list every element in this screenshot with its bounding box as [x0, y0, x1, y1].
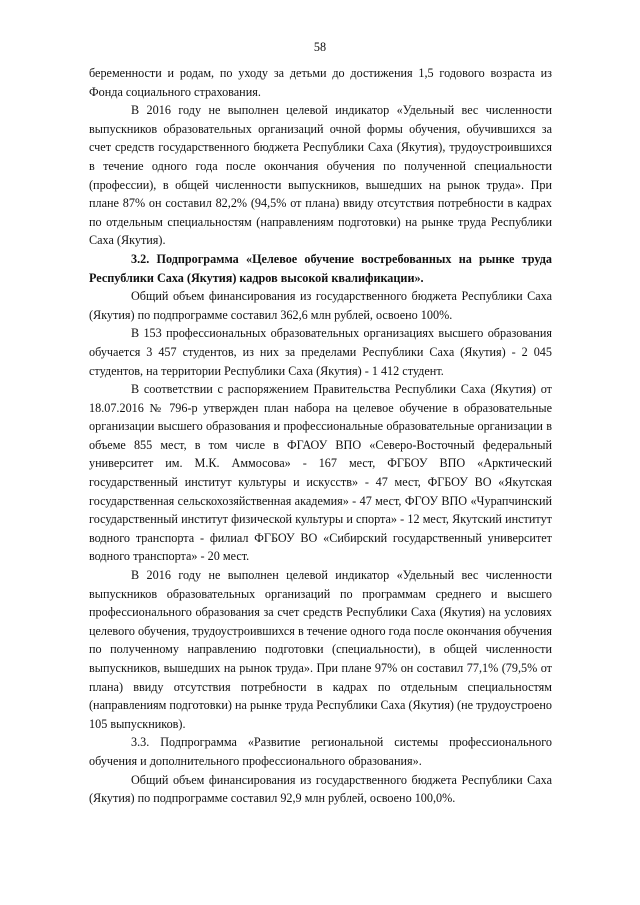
- subprogram-heading-3-3: 3.3. Подпрограмма «Развитие региональной системы профессионального обучения и дополнительного профессионального образования».: [89, 735, 552, 768]
- paragraph-admission-plan: В соответствии с распоряжением Правительства Республики Саха (Якутия) от 18.07.2016 № 796-р утвержден план набора на целевое обучение в образовательные организации высшего образования и профессиональные образовательные организации в объеме 855 мест, в том числе в ФГАОУ ВПО «Северо-Восточный федеральный университет им. М.К. Аммосова» - 167 мест, ФГБОУ ВПО «Арктический государственный институт культуры и искусств» - 47 мест, ФГБОУ ВО «Якутская государственная сельскохозяйственная академия» - 47 мест, ФГОУ ВПО «Чурапчинский государственный институт физической культуры и спорта» - 12 мест, Якутский институт водного транспорта - филиал ФГБОУ ВО «Сибирский государственный университет водного транспорта» - 20 мест.: [89, 382, 552, 564]
- paragraph-continuation-maternity-leave: беременности и родам, по уходу за детьми до достижения 1,5 годового возраста из Фонда социального страхования.: [89, 66, 552, 99]
- paragraph-funding-3-2: Общий объем финансирования из государственного бюджета Республики Саха (Якутия) по подпрограмме составил 362,6 млн рублей, освоено 100%.: [89, 289, 552, 322]
- page-number: 58: [313, 40, 327, 54]
- paragraph-indicator-2016-targeted-training: В 2016 году не выполнен целевой индикатор «Удельный вес численности выпускников образовательных организаций по программам среднего и высшего профессионального образования за счет средств Республики Саха (Якутия) на условиях целевого обучения, трудоустроившихся в течение одного года после окончания обучения по полученному направлению подготовки (специальности), в общей численности выпускников, вышедших на рынок труда». При плане 97% он составил 77,1% (79,5% от плана) ввиду отсутствия потребности в кадрах по отдельным специальностям (направлениям подготовки) на рынке труда Республики Саха (Якутия) (не трудоустроено 105 выпускников).: [89, 568, 552, 731]
- paragraph-funding-3-3: Общий объем финансирования из государственного бюджета Республики Саха (Якутия) по подпрограмме составил 92,9 млн рублей, освоено 100,0%.: [89, 772, 552, 806]
- subprogram-heading-3-2: 3.2. Подпрограмма «Целевое обучение востребованных на рынке труда Республики Саха (Якутия) кадров высокой квалификации».: [89, 251, 552, 285]
- document-body: [89, 64, 552, 808]
- paragraph-students-count: В 153 профессиональных образовательных организациях высшего образования обучается 3 457 студентов, из них за пределами Республики Саха (Якутия) - 2 045 студентов, на территории Республики Саха (Якутия) - 1 412 студент.: [89, 326, 552, 378]
- paragraph-indicator-2016-full-time-graduates: В 2016 году не выполнен целевой индикатор «Удельный вес численности выпускников образовательных организаций очной формы обучения, обучившихся за счет средств государственного бюджета Республики Саха (Якутия), трудоустроившихся в течение одного года после окончания обучения по полученной специальности (профессии), в общей численности выпускников, вышедших на рынок труда». При плане 87% он составил 82,2% (94,5% от плана) ввиду отсутствия потребности в кадрах по отдельным специальностям (направлениям подготовки) на рынке труда Республики Саха (Якутия).: [89, 103, 552, 248]
